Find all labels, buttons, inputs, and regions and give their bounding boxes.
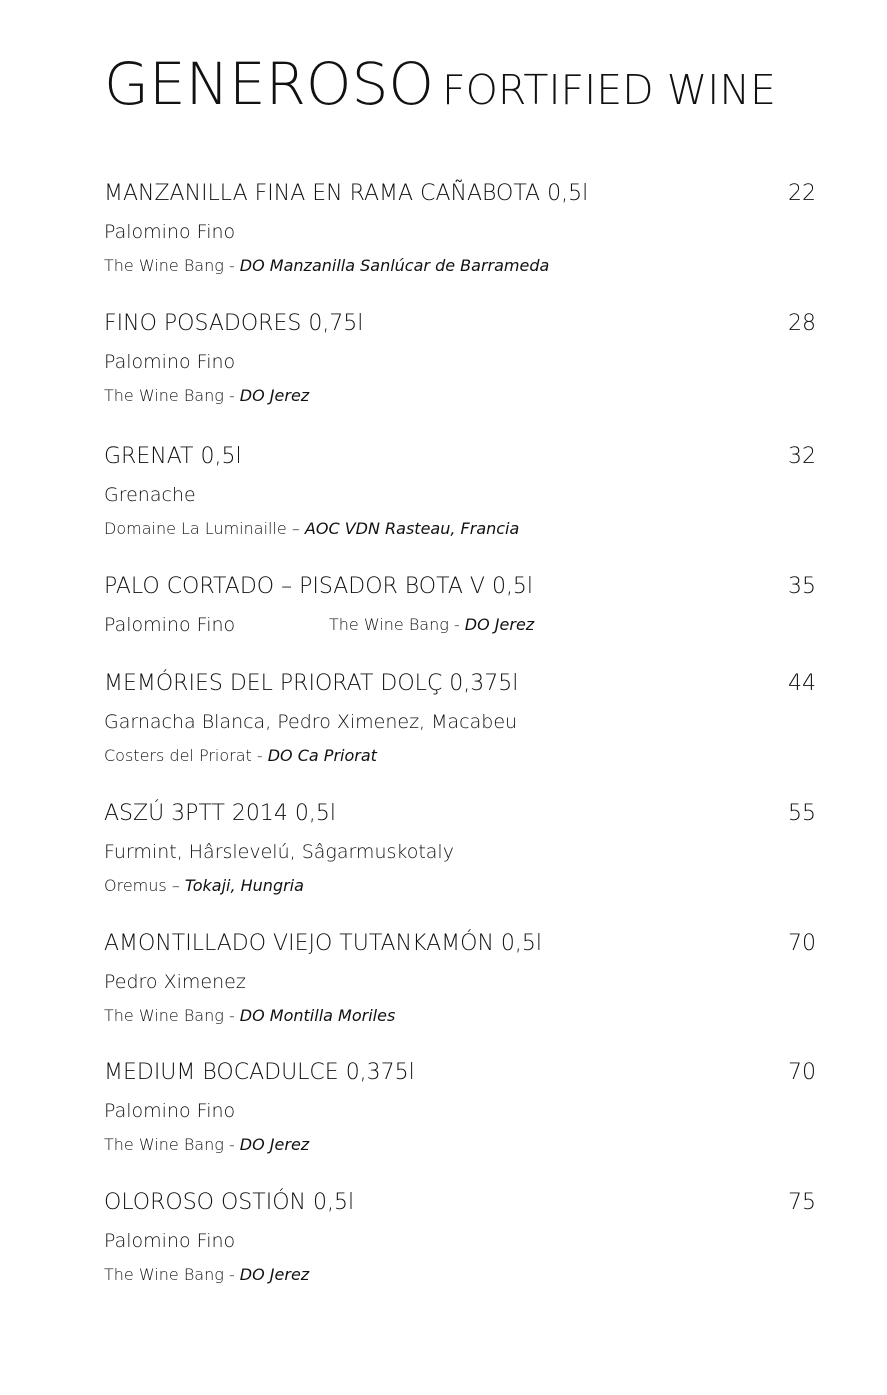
wine-name: OLOROSO OSTIÓN 0,5l	[104, 1190, 355, 1215]
wine-item	[104, 1060, 816, 1154]
wine-grape: Grenache	[104, 484, 196, 506]
wine-item	[104, 181, 816, 275]
wine-producer	[104, 1006, 395, 1025]
wine-name: GRENAT 0,5l	[104, 444, 242, 469]
producer-name: The Wine Bang -	[104, 1135, 240, 1154]
wine-price: 75	[788, 1190, 816, 1215]
wine-price: 44	[788, 671, 816, 696]
wine-producer	[329, 615, 534, 634]
producer-name: The Wine Bang -	[104, 1006, 240, 1025]
wine-name: AMONTILLADO VIEJO TUTANKAMÓN 0,5l	[104, 931, 543, 956]
wine-item	[104, 671, 816, 765]
wine-price: 55	[788, 801, 816, 826]
producer-name: The Wine Bang -	[104, 386, 240, 405]
wine-grape: Furmint, Hârslevelú, Sâgarmuskotaly	[104, 841, 454, 863]
wine-origin: AOC VDN Rasteau, Francia	[304, 519, 520, 538]
wine-price: 70	[788, 931, 816, 956]
wine-producer	[104, 746, 377, 765]
wine-item	[104, 444, 816, 538]
wine-item	[104, 574, 816, 636]
producer-name: Costers del Priorat -	[104, 746, 268, 765]
wine-producer	[104, 519, 519, 538]
wine-item	[104, 1190, 816, 1284]
wine-grape: Palomino Fino	[104, 1230, 236, 1252]
wine-name: MEDIUM BOCADULCE 0,375l	[104, 1060, 415, 1085]
wine-name: MANZANILLA FINA EN RAMA CAÑABOTA 0,5l	[104, 181, 589, 206]
wine-price: 70	[788, 1060, 816, 1085]
wine-grape: Palomino Fino	[104, 614, 236, 636]
wine-price: 28	[788, 311, 816, 336]
wine-price: 32	[788, 444, 816, 469]
page-title-sub: FORTIFIED WINE	[442, 66, 776, 114]
producer-name: Domaine La Luminaille –	[104, 519, 305, 538]
wine-item	[104, 931, 816, 1025]
producer-name: The Wine Bang -	[104, 256, 240, 275]
producer-name: Oremus –	[104, 876, 185, 895]
wine-origin: DO Montilla Moriles	[239, 1006, 396, 1025]
wine-origin: DO Jerez	[239, 1265, 310, 1284]
wine-price: 35	[788, 574, 816, 599]
wine-producer	[104, 1265, 309, 1284]
producer-name: The Wine Bang -	[329, 615, 465, 634]
wine-grape: Palomino Fino	[104, 221, 236, 243]
wine-origin: DO Ca Priorat	[267, 746, 377, 765]
wine-grape: Garnacha Blanca, Pedro Ximenez, Macabeu	[104, 711, 518, 733]
wine-grape: Pedro Ximenez	[104, 971, 246, 993]
wine-name: FINO POSADORES 0,75l	[104, 311, 364, 336]
wine-origin: DO Jerez	[239, 1135, 310, 1154]
wine-origin: DO Jerez	[464, 615, 535, 634]
wine-producer	[104, 1135, 309, 1154]
wine-item	[104, 801, 816, 895]
page-title-main: GENEROSO	[104, 50, 435, 118]
wine-producer	[104, 386, 309, 405]
wine-producer	[104, 876, 304, 895]
wine-price: 22	[788, 181, 816, 206]
wine-origin: DO Jerez	[239, 386, 310, 405]
wine-grape: Palomino Fino	[104, 1100, 236, 1122]
wine-name: ASZÚ 3PTT 2014 0,5l	[104, 801, 337, 826]
producer-name: The Wine Bang -	[104, 1265, 240, 1284]
page-title	[104, 50, 776, 118]
wine-origin: Tokaji, Hungria	[184, 876, 304, 895]
wine-origin: DO Manzanilla Sanlúcar de Barrameda	[239, 256, 550, 275]
wine-grape: Palomino Fino	[104, 351, 236, 373]
wine-name: PALO CORTADO – PISADOR BOTA V 0,5l	[104, 574, 534, 599]
wine-producer	[104, 256, 549, 275]
wine-name: MEMÓRIES DEL PRIORAT DOLÇ 0,375l	[104, 671, 519, 696]
wine-item	[104, 311, 816, 405]
